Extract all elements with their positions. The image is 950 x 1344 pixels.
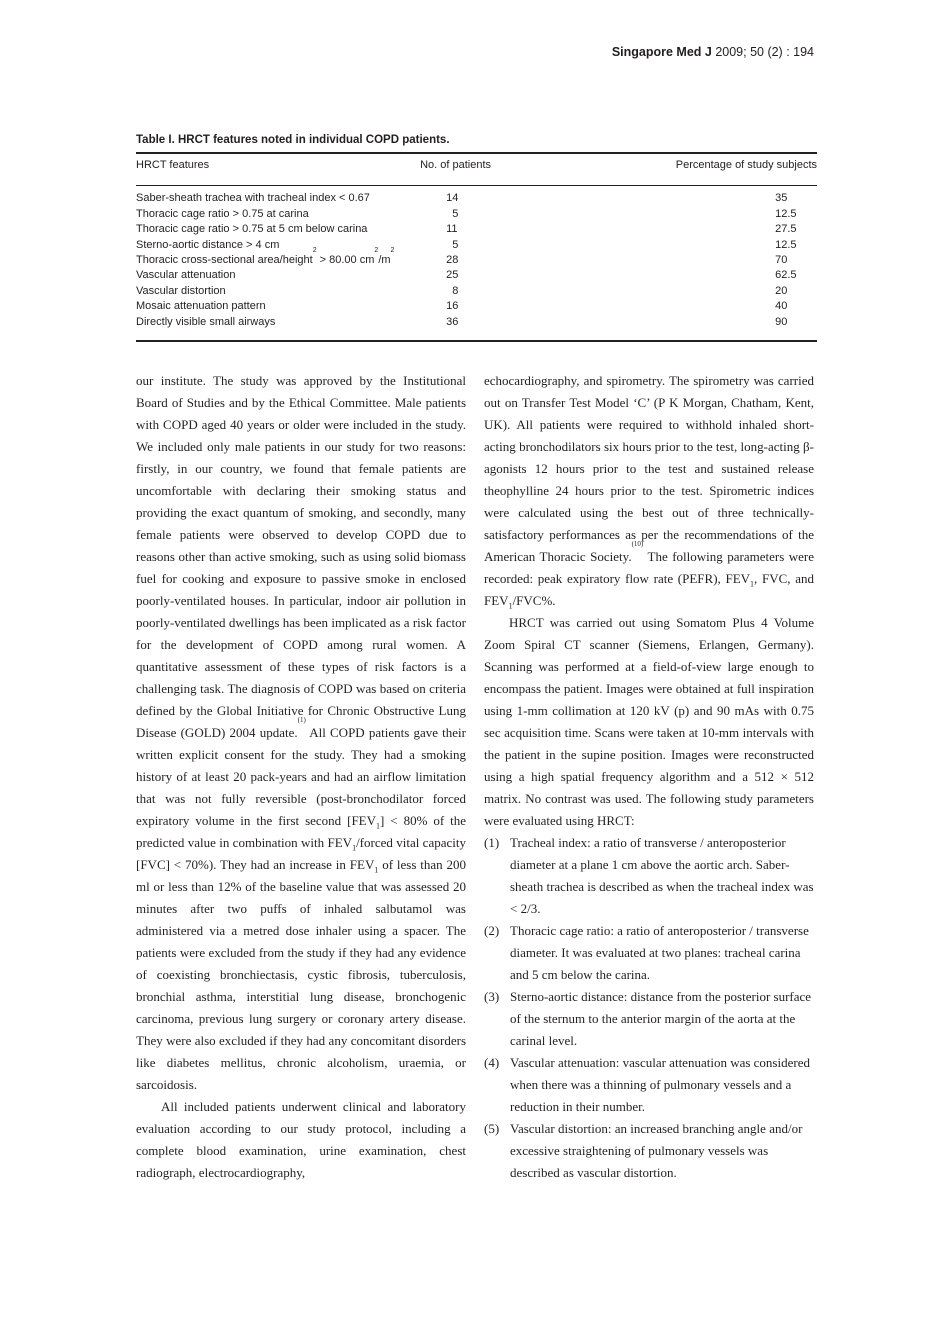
list-number: (4) (484, 1055, 500, 1070)
paragraph-text: of less than 200 ml or less than 12% of the baseline value that was assessed 20 minutes after two puffs of inhaled salbutamol was administered via a metred dose inhaler using a spacer. The patients were excluded from the study if they had any evidence of coexisting bronchiectasis, cystic fibrosis, tuberculosis, bronchial asthma, interstitial lung disease, bronchogenic carcinoma, previous lung surgery or coronary artery disease. They were also excluded if they had any concomitant disorders like diabetes mellitus, chronic alcoholism, uraemia, or sarcoidosis. (136, 857, 466, 1092)
body-column-right (484, 370, 814, 1184)
list-item (484, 832, 814, 920)
table-block (136, 134, 817, 342)
cell-percentage: 62.5 (775, 269, 797, 282)
list-text: Thoracic cage ratio: a ratio of anteroposterior / transverse diameter. It was evaluated at two planes: tracheal carina and 5 cm below the carina. (510, 923, 809, 982)
list-text: Tracheal index: a ratio of transverse / anteroposterior diameter at a plane 1 cm above the aortic arch. Saber-sheath trachea is described as when the tracheal index was < 2/3. (510, 835, 814, 916)
paragraph (484, 370, 814, 612)
cell-feature: Sterno-aortic distance > 4 cm (136, 238, 280, 251)
citation-ref: (10) (631, 540, 644, 548)
list-text: Vascular attenuation: vascular attenuation was considered when there was a thinning of pulmonary vessels and a reduction in their number. (510, 1055, 810, 1114)
table-row (136, 222, 817, 237)
cell-count: 25 (446, 269, 459, 282)
cell-count: 11 (446, 223, 458, 236)
table-row (136, 299, 817, 314)
paragraph-text: All COPD patients gave their written explicit consent for the study. They had a smoking history of at least 20 pack-years and had an airflow limitation that was not fully reversible (post-bronchodilator forced expiratory volume in the first second [FEV (136, 725, 466, 828)
paragraph: HRCT was carried out using Somatom Plus 4 Volume Zoom Spiral CT scanner (Siemens, Erlangen, Germany). Scanning was performed at a field-of-view large enough to encompass the patient. Images were obtained at full inspiration using 1-mm collimation at 120 kV (p) and 90 mAs with 0.75 sec acquisition time. Scans were taken at 10-mm intervals with the patient in the supine position. Images were reconstructed using a high spatial frequency algorithm and a 512 × 512 matrix. No contrast was used. The following study parameters were evaluated using HRCT: (484, 615, 814, 828)
column-header-features: HRCT features (136, 153, 420, 186)
subscript: 1 (376, 821, 381, 831)
paragraph-text: /forced vital capacity [FVC] < 70%). They had an increase in FEV (136, 835, 466, 872)
cell-feature: Vascular attenuation (136, 269, 236, 282)
paragraph-text: The following parameters were recorded: peak expiratory flow rate (PEFR), FEV (484, 549, 814, 586)
cell-percentage: 27.5 (775, 223, 797, 236)
table-caption: Table I. HRCT features noted in individual COPD patients. (136, 134, 450, 146)
superscript: 2 (374, 247, 379, 255)
cell-count (420, 238, 590, 253)
table-row (136, 186, 817, 207)
table-row (136, 207, 817, 222)
paragraph: All included patients underwent clinical and laboratory evaluation according to our study protocol, including a complete blood examination, urine examination, chest radiograph, electrocardiography, (136, 1099, 466, 1180)
cell-feature: Mosaic attenuation pattern (136, 300, 266, 313)
list-item (484, 1052, 814, 1118)
list-number: (3) (484, 989, 500, 1004)
table-row (136, 315, 817, 341)
cell-count: 16 (446, 300, 459, 313)
table-header-row (136, 153, 817, 186)
list-number: (2) (484, 923, 500, 938)
list-item (484, 986, 814, 1052)
cell-count-value: 5 (452, 207, 459, 220)
cell-feature: Thoracic cage ratio > 0.75 at carina (136, 207, 309, 220)
running-header (612, 45, 814, 59)
table-row (136, 268, 817, 283)
cell-percentage: 35 (775, 192, 788, 205)
cell-percentage: 70 (775, 254, 788, 267)
paragraph-text: /FVC%. (512, 593, 556, 608)
list-number: (5) (484, 1121, 500, 1136)
hrct-features-table (136, 152, 817, 342)
body-column-left (136, 370, 466, 1184)
cell-percentage: 40 (775, 300, 788, 313)
feature-text: /m (378, 254, 391, 267)
list-number: (1) (484, 835, 500, 850)
cell-count (420, 207, 590, 222)
cell-feature: Thoracic cage ratio > 0.75 at 5 cm below carina (136, 223, 368, 236)
paragraph-text: ] < 80% of the predicted value in combination with FEV (136, 813, 466, 850)
cell-feature: Saber-sheath trachea with tracheal index < 0.67 (136, 192, 370, 205)
cell-feature: Vascular distortion (136, 284, 226, 297)
cell-count-value: 8 (452, 284, 459, 297)
paragraph-text: echocardiography, and spirometry. The spirometry was carried out on Transfer Test Model ‘C’ (P K Morgan, Chatham, Kent, UK). All patients were required to withhold inhaled short-acting bronchodilators six hours prior to the test, long-acting β-agonists 12 hours prior to the test and sustained release theophylline 24 hours prior to the test. Spirometric indices were calculated using the best out of three technically-satisfactory performances as per the recommendations of the American Thoracic Society. (484, 373, 814, 564)
table-row (136, 238, 817, 253)
superscript: 2 (390, 247, 395, 255)
table-row (136, 253, 817, 268)
cell-count: 14 (446, 192, 459, 205)
table-row (136, 284, 817, 299)
superscript: 2 (312, 247, 317, 255)
cell-count (420, 284, 590, 299)
subscript: 1 (352, 843, 357, 853)
list-item (484, 1118, 814, 1184)
cell-percentage: 20 (775, 284, 788, 297)
list-item (484, 920, 814, 986)
cell-feature: Directly visible small airways (136, 315, 420, 341)
cell-count-value: 5 (452, 238, 459, 251)
subscript: 1 (508, 601, 513, 611)
feature-text: > 80.00 cm (316, 254, 375, 267)
cell-percentage: 12.5 (775, 207, 797, 220)
citation-ref: (1) (297, 716, 306, 724)
subscript: 1 (750, 579, 755, 589)
list-text: Sterno-aortic distance: distance from the posterior surface of the sternum to the anterior margin of the aorta at the carinal level. (510, 989, 812, 1048)
column-header-patients: No. of patients (420, 153, 590, 186)
cell-feature (136, 247, 420, 268)
cell-percentage: 12.5 (775, 238, 797, 251)
journal-citation: 2009; 50 (2) : 194 (711, 45, 814, 59)
list-text: Vascular distortion: an increased branching angle and/or excessive straightening of pulmonary vessels was described as vascular distortion. (510, 1121, 803, 1180)
paragraph (136, 370, 466, 1096)
subscript: 1 (374, 865, 379, 875)
paragraph-text: our institute. The study was approved by the Institutional Board of Studies and by the Ethical Committee. Male patients with COPD aged 40 years or older were included in the study. We included only male patients in our study for two reasons: firstly, in our country, we found that female patients are uncomfortable with declaring their smoking status and providing the exact quantum of smoking, and secondly, many female patients were observed to develop COPD due to reasons other than active smoking, such as using solid biomass fuel for cooking and exposure to passive smoke in enclosed poorly-ventilated houses. In particular, indoor air pollution in poorly-ventilated dwellings has been implicated as a risk factor for the development of COPD among rural women. A quantitative assessment of these types of risk factors is a challenging task. The diagnosis of COPD was based on criteria defined by the Global Initiative for Chronic Obstructive Lung Disease (GOLD) 2004 update. (136, 373, 466, 740)
journal-name: Singapore Med J (611, 45, 712, 59)
cell-count: 28 (446, 254, 459, 267)
cell-count: 36 (420, 315, 590, 341)
feature-text: Thoracic cross-sectional area/height (136, 254, 313, 267)
paragraph-text: , FVC, and FEV (484, 571, 814, 608)
cell-percentage: 90 (590, 315, 817, 341)
column-header-percentage: Percentage of study subjects (590, 153, 817, 186)
